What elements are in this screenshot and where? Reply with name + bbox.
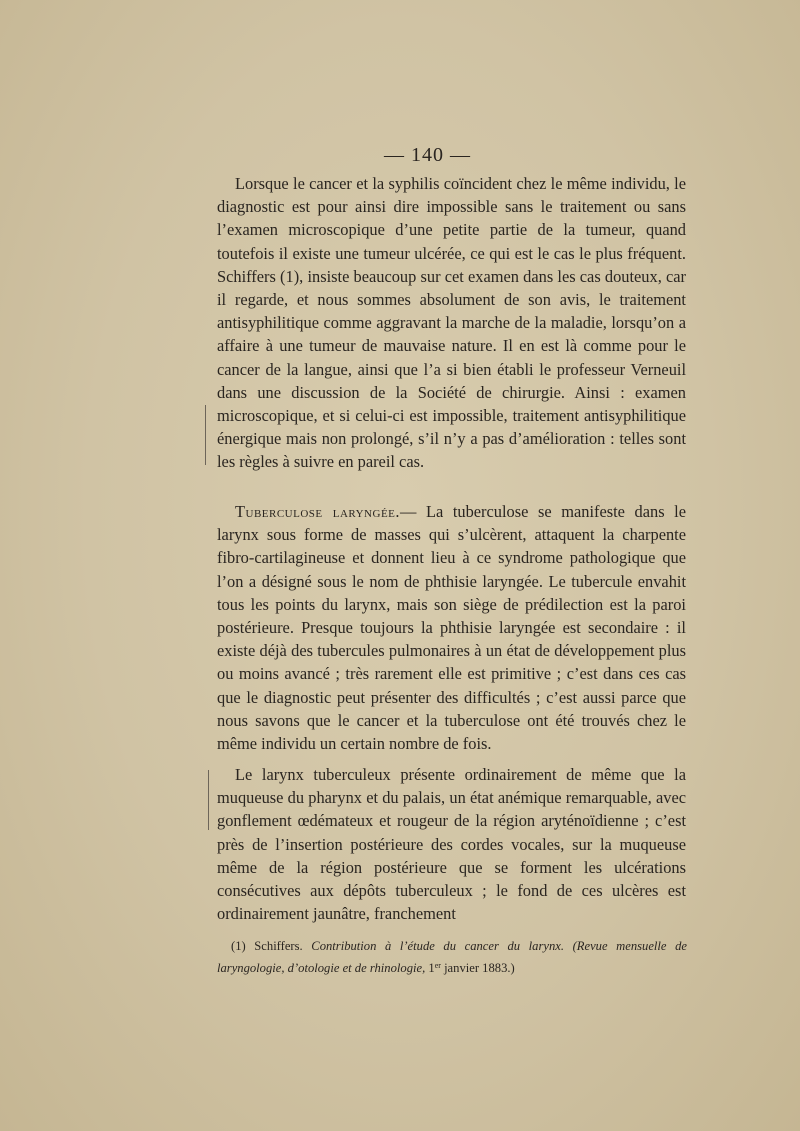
page-number: — 140 —: [384, 144, 471, 166]
margin-mark: [208, 770, 209, 830]
footnote-date-day: 1: [428, 961, 435, 975]
paragraph-tuberculose: [217, 500, 686, 755]
footnote-marker: (1): [231, 939, 246, 953]
footnote-journal: (Revue mensuelle de laryngologie, d’otologie et de rhinologie,: [217, 939, 687, 975]
footnote: [217, 936, 687, 978]
footnote-date-sup: er: [434, 961, 441, 970]
paragraph-larynx-tuberculeux: [217, 763, 686, 925]
paragraph-text: Le larynx tuberculeux présente ordinairement de même que la muqueuse du pharynx et du palais, un état anémique remarquable, avec gonflement œdémateux et rougeur de la région aryténoïdienne ; c’est près de l’insertion postérieure des cordes vocales, sur la muqueuse même de la région postérieure que se forment les ulcérations consécutives aux dépôts tuberculeux ; le fond de ces ulcères est ordinairement jaunâtre, franchement: [217, 765, 686, 924]
paragraph-text-rest: — La tuberculose se manifeste dans le larynx sous forme de masses qui s’ulcèrent, attaquent la charpente fibro-cartilagineuse et donnent lieu à ce syndrome pathologique que l’on a désigné sous le nom de phthisie laryngée. Le tubercule envahit tous les points du larynx, mais son siège de prédilection est la paroi postérieure. Presque toujours la phthisie laryngée est secondaire : il existe déjà des tubercules pulmonaires à un état de développement plus ou moins avancé ; très rarement elle est primitive ; c’est dans ces cas que le diagnostic peut présenter des difficultés ; c’est aussi parce que nous savons que le cancer et la tuberculose ont été trouvés chez le même individu un certain nombre de fois.: [217, 502, 686, 754]
section-heading: Tuberculose laryngée.: [235, 502, 400, 521]
paragraph-text: [217, 500, 686, 755]
margin-mark: [205, 405, 206, 465]
footnote-author: Schiffers.: [254, 939, 303, 953]
footnote-date-rest: janvier 1883.): [444, 961, 515, 975]
paragraph-text: Lorsque le cancer et la syphilis coïncident chez le même individu, le diagnostic est pour ainsi dire impossible sans le traitement ou sans l’examen microscopique d’une petite partie de la tumeur, quand toutefois il existe une tumeur ulcérée, ce qui est le cas le plus fréquent. Schiffers (1), insiste beaucoup sur cet examen dans les cas douteux, car il regarde, et nous sommes absolument de son avis, le traitement antisyphilitique comme aggravant la marche de la maladie, lorsqu’on a affaire à une tumeur de mauvaise nature. Il en est là comme pour le cancer de la langue, ainsi que l’a si bien établi le professeur Verneuil dans une discussion de la Société de chirurgie. Ainsi : examen microscopique, et si celui-ci est impossible, traitement antisyphilitique énergique mais non prolongé, s’il n’y a pas d’amélioration : telles sont les règles à suivre en pareil cas.: [217, 174, 686, 472]
footnote-title: Contribution à l’étude du cancer du larynx.: [311, 939, 564, 953]
paragraph-cancer-syphilis: [217, 172, 686, 474]
